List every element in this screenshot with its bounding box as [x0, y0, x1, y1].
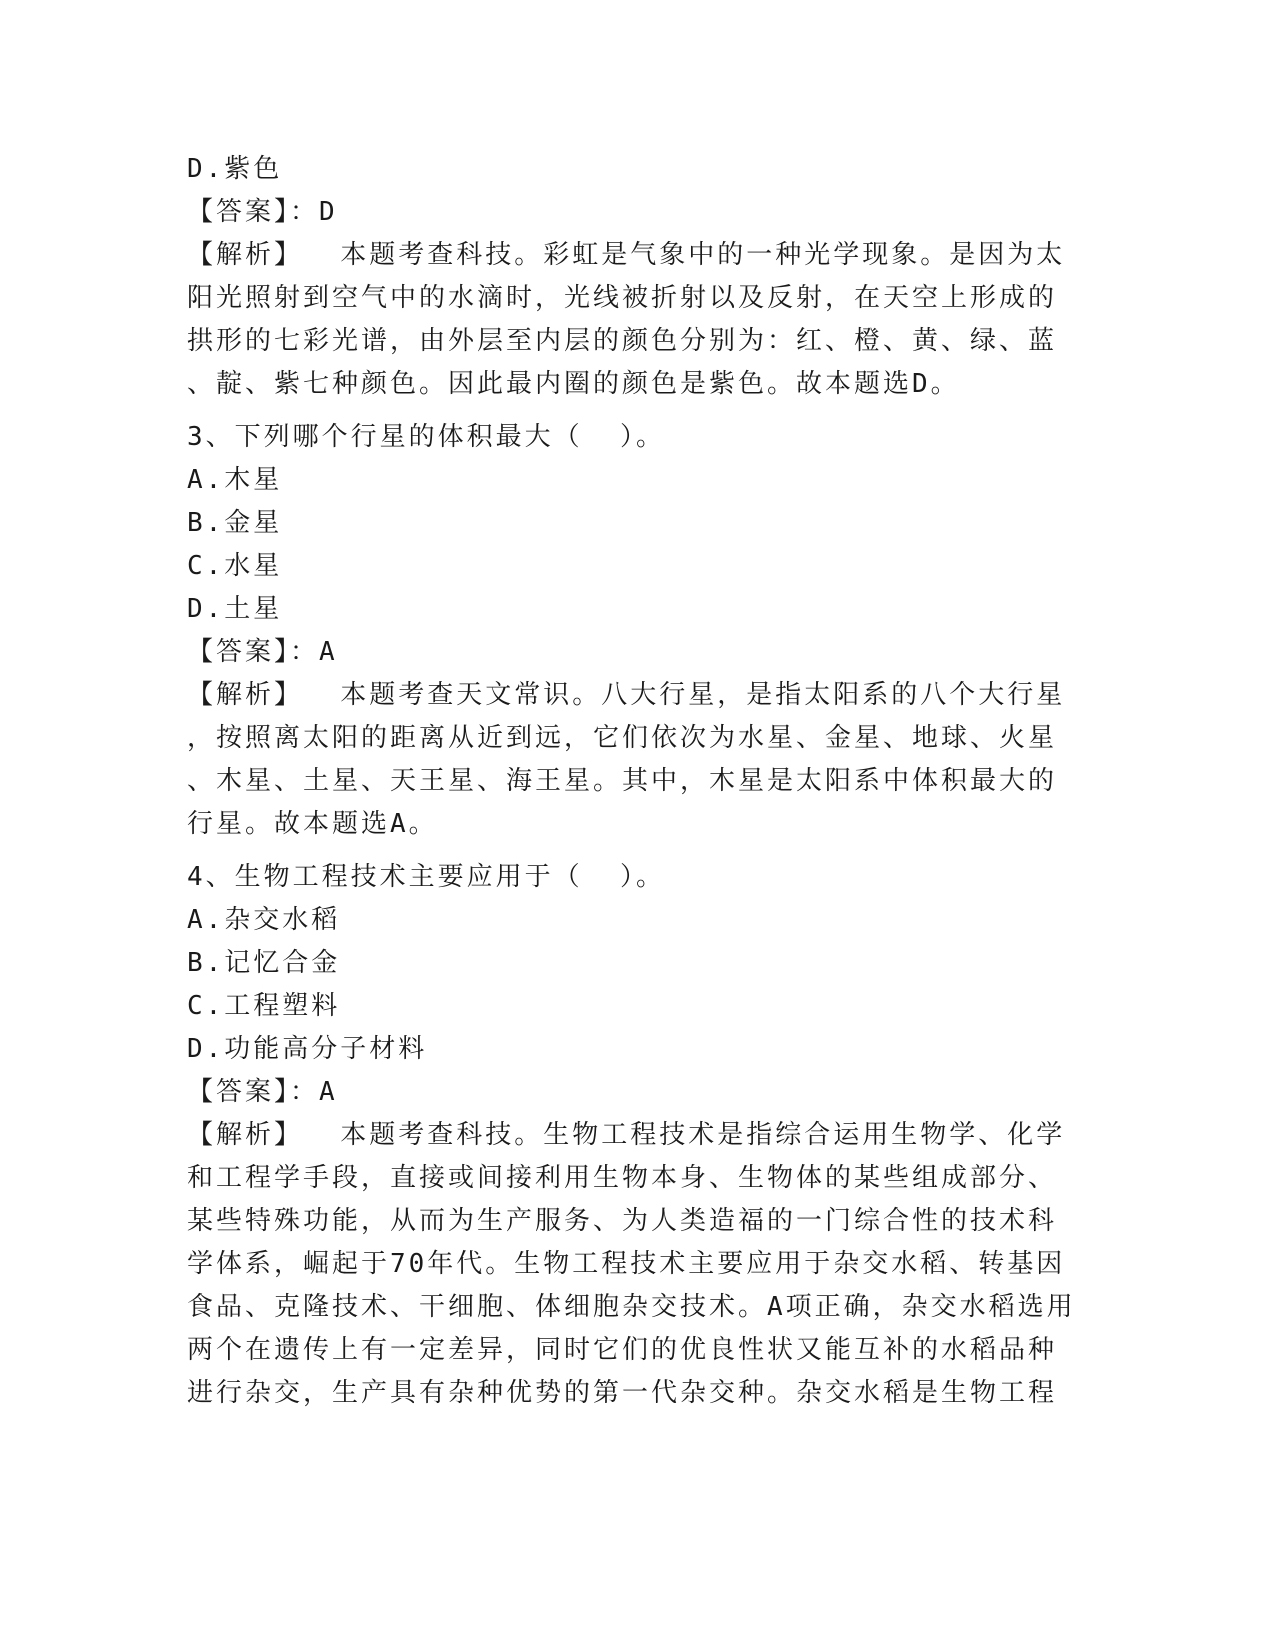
spacer — [187, 846, 1087, 856]
q4-analysis-line: 食品、克隆技术、干细胞、体细胞杂交技术。A项正确，杂交水稻选用 — [187, 1292, 1076, 1322]
q4-option-a: A.杂交水稻 — [187, 905, 341, 935]
q2-analysis-line: 【解析】 本题考查科技。彩虹是气象中的一种光学现象。是因为太 — [187, 240, 1066, 270]
q3-option-c: C.水星 — [187, 551, 283, 581]
q4-option-d: D.功能高分子材料 — [187, 1034, 428, 1064]
q3-option-d: D.土星 — [187, 594, 283, 624]
q4-analysis-line: 学体系，崛起于70年代。生物工程技术主要应用于杂交水稻、转基因 — [187, 1249, 1066, 1279]
q3-analysis-line: 【解析】 本题考查天文常识。八大行星，是指太阳系的八个大行星 — [187, 680, 1066, 710]
q2-analysis-line: 、靛、紫七种颜色。因此最内圈的颜色是紫色。故本题选D。 — [187, 369, 960, 399]
q2-analysis — [187, 234, 1087, 406]
q2-option-d: D.紫色 — [187, 154, 283, 184]
q4-analysis-line: 和工程学手段，直接或间接利用生物本身、生物体的某些组成部分、 — [187, 1163, 1058, 1193]
q3-analysis — [187, 674, 1087, 846]
document-page — [187, 148, 1087, 1415]
q4-option-b: B.记忆合金 — [187, 948, 341, 978]
q3-option-b: B.金星 — [187, 508, 283, 538]
q3-analysis-line: 、木星、土星、天王星、海王星。其中，木星是太阳系中体积最大的 — [187, 766, 1058, 796]
q4-analysis — [187, 1114, 1087, 1415]
q4-analysis-line: 【解析】 本题考查科技。生物工程技术是指综合运用生物学、化学 — [187, 1120, 1066, 1150]
q4-analysis-line: 进行杂交，生产具有杂种优势的第一代杂交种。杂交水稻是生物工程 — [187, 1378, 1058, 1408]
q4-question: 4、生物工程技术主要应用于（ ）。 — [187, 862, 665, 892]
q2-analysis-line: 拱形的七彩光谱，由外层至内层的颜色分别为：红、橙、黄、绿、蓝 — [187, 326, 1058, 356]
q3-answer: 【答案】：A — [187, 637, 338, 667]
q2-analysis-line: 阳光照射到空气中的水滴时，光线被折射以及反射，在天空上形成的 — [187, 283, 1058, 313]
q4-analysis-line: 某些特殊功能，从而为生产服务、为人类造福的一门综合性的技术科 — [187, 1206, 1058, 1236]
q4-analysis-line: 两个在遗传上有一定差异，同时它们的优良性状又能互补的水稻品种 — [187, 1335, 1058, 1365]
q2-answer: 【答案】：D — [187, 197, 338, 227]
q4-option-c: C.工程塑料 — [187, 991, 341, 1021]
spacer — [187, 406, 1087, 416]
q3-analysis-line: 行星。故本题选A。 — [187, 809, 438, 839]
q3-question: 3、下列哪个行星的体积最大（ ）。 — [187, 422, 665, 452]
q4-answer: 【答案】：A — [187, 1077, 338, 1107]
q3-analysis-line: ，按照离太阳的距离从近到远，它们依次为水星、金星、地球、火星 — [187, 723, 1058, 753]
q3-option-a: A.木星 — [187, 465, 283, 495]
